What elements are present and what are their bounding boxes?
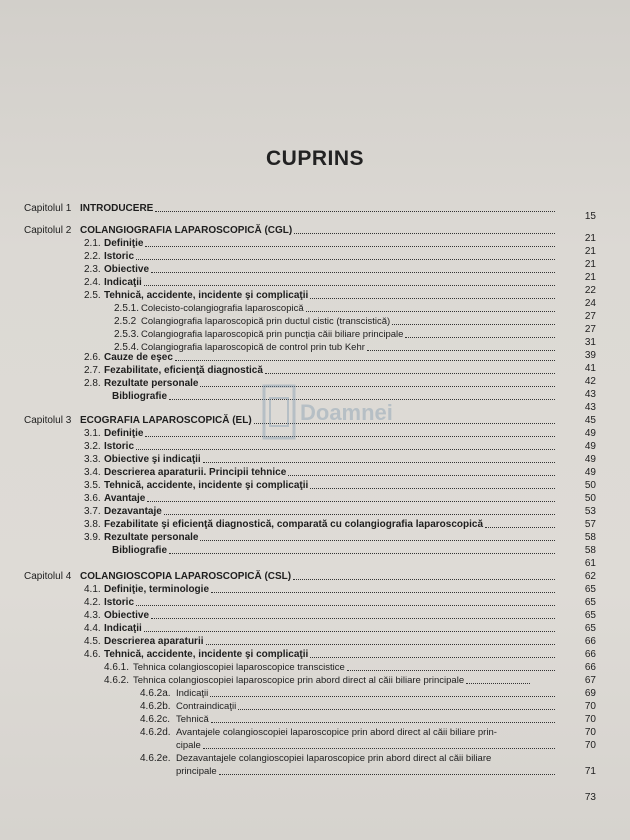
toc-entry-number: 4.2. [84,597,101,608]
toc-entry-title-continued: principale [176,766,217,777]
toc-entry-number: 2.3. [84,264,101,275]
toc-entry-title: Definiţie, terminologie [104,584,210,595]
leader-dots [203,748,555,749]
toc-page-number: 69 [584,688,596,699]
toc-page-number: 67 [584,675,596,686]
toc-page-number: 50 [584,480,596,491]
toc-page-number: 43 [584,389,596,400]
toc-entry-title: Fezabilitate şi eficienţă diagnostică, comparată cu colangiografia laparoscopică [104,519,484,530]
toc-entry-title: Descrierea aparaturii. Principii tehnice [104,467,287,478]
leader-dots [211,592,555,593]
toc-page-number: 66 [584,649,596,660]
toc-entry-title: Avantaje [104,493,146,504]
toc-entry-number: 3.6. [84,493,101,504]
toc-entry-title: Obiective [104,610,150,621]
toc-page-number: 70 [584,727,596,738]
toc-entry-title: Descrierea aparaturii [104,636,204,647]
toc-page-number: 65 [584,623,596,634]
toc-entry-number: 2.2. [84,251,101,262]
toc-entry-number: 4.6.2. [104,675,130,686]
toc-entry-number: 4.6.2b. [140,701,171,712]
toc-entry-number: 4.1. [84,584,101,595]
leader-dots [211,722,555,723]
toc-page-number: 24 [584,298,596,309]
leader-dots [151,272,555,273]
toc-entry-title: INTRODUCERE [80,203,154,214]
toc-entry-title: Tehnică, accidente, incidente şi complicaţii [104,649,309,660]
leader-dots [175,360,555,361]
toc-entry-title: Dezavantaje [104,506,162,517]
watermark-logo-icon [262,378,402,448]
page-title: CUPRINS [265,147,364,170]
toc-page-number: 62 [584,571,596,582]
toc-entry-title: Istoric [104,441,135,452]
toc-entry-number: 2.5.3. [114,329,140,340]
leader-dots [405,337,555,338]
toc-entry-title: Bibliografie [112,545,168,556]
toc-page-number: 21 [584,272,596,283]
leader-dots [310,488,555,489]
leader-dots [238,709,555,710]
toc-entry-title: Istoric [104,251,135,262]
toc-entry-title-continued: cipale [176,740,201,751]
toc-entry-number: 3.5. [84,480,101,491]
toc-entry-title: Indicaţii [104,277,142,288]
leader-dots [293,579,555,580]
toc-entry-title: Colangiografia laparoscopică prin puncţia căii biliare principale [141,329,404,340]
toc-entry-title: Rezultate personale [104,378,199,389]
toc-entry-number: 4.6.2c. [140,714,171,725]
toc-entry-number: 4.6.2a. [140,688,171,699]
leader-dots [466,683,530,684]
leader-dots [203,462,555,463]
leader-dots [147,501,555,502]
toc-entry-number: Capitolul 3 [24,415,72,426]
toc-page-number: 65 [584,610,596,621]
toc-entry-number: 3.4. [84,467,101,478]
toc-entry-title: Tehnică, accidente, incidente şi complicaţii [104,480,309,491]
leader-dots [164,514,555,515]
toc-entry-title: Indicaţii [176,688,209,699]
toc-page-number: 43 [584,402,596,413]
toc-page-number: 27 [584,324,596,335]
toc-entry-number: 2.8. [84,378,101,389]
toc-page-number: 50 [584,493,596,504]
toc-page-number: 73 [584,792,596,803]
toc-page-number: 31 [584,337,596,348]
leader-dots [200,540,555,541]
toc-entry-title: Tehnică [176,714,209,725]
toc-page-number: 70 [584,714,596,725]
toc-page-number: 27 [584,311,596,322]
leader-dots [265,373,555,374]
toc-entry-number: 2.5.1. [114,303,140,314]
toc-entry-title: Avantajele colangioscopiei laparoscopice prin abord direct al căii biliare prin- [176,727,497,738]
toc-entry-title: Definiţie [104,428,144,439]
toc-entry-number: 2.6. [84,352,101,363]
leader-dots [145,246,555,247]
toc-page-number: 22 [584,285,596,296]
toc-page-number: 15 [584,211,596,222]
toc-page-number: 58 [584,532,596,543]
toc-page-number: 53 [584,506,596,517]
toc-page-number: 61 [584,558,596,569]
leader-dots [144,631,555,632]
toc-page-number: 71 [584,766,596,777]
toc-page-number: 70 [584,740,596,751]
toc-page-number: 21 [584,259,596,270]
toc-entry-title: Rezultate personale [104,532,199,543]
leader-dots [392,324,555,325]
toc-page-number: 41 [584,363,596,374]
leader-dots [310,657,555,658]
toc-entry-number: Capitolul 1 [24,203,72,214]
toc-entry-number: 3.7. [84,506,101,517]
toc-entry-title: Colecisto-colangiografia laparoscopică [141,303,304,314]
toc-entry-title: Cauze de eşec [104,352,173,363]
toc-entry-title: Dezavantajele colangioscopiei laparoscopice prin abord direct al căii biliare [176,753,492,764]
toc-page-number: 65 [584,597,596,608]
toc-page-number: 42 [584,376,596,387]
leader-dots [485,527,555,528]
toc-entry-title: Tehnica colangioscopiei laparoscopice transcistice [133,662,345,673]
leader-dots [169,553,555,554]
toc-entry-number: 3.2. [84,441,101,452]
toc-entry-number: 3.9. [84,532,101,543]
leader-dots [210,696,555,697]
leader-dots [151,618,555,619]
leader-dots [306,311,555,312]
toc-entry-title: COLANGIOSCOPIA LAPAROSCOPICĂ (CSL) [80,571,292,582]
toc-entry-title: Tehnică, accidente, incidente şi complicaţii [104,290,309,301]
leader-dots [310,298,555,299]
toc-entry-title: Definiţie [104,238,144,249]
toc-page-number: 49 [584,441,596,452]
toc-entry-title: Fezabilitate, eficienţă diagnostică [104,365,263,376]
toc-entry-number: 4.3. [84,610,101,621]
leader-dots [347,670,555,671]
toc-entry-number: 2.7. [84,365,101,376]
toc-page-number: 49 [584,428,596,439]
toc-page-number: 57 [584,519,596,530]
toc-page-number: 49 [584,467,596,478]
toc-entry-number: 3.8. [84,519,101,530]
toc-entry-title: Contraindicaţii [176,701,237,712]
leader-dots [136,605,555,606]
toc-entry-number: 2.5.4. [114,342,140,353]
toc-entry-number: 2.5.2 [114,316,137,327]
leader-dots [206,644,555,645]
toc-entry-number: Capitolul 2 [24,225,72,236]
toc-entry-number: 2.4. [84,277,101,288]
toc-entry-number: Capitolul 4 [24,571,72,582]
leader-dots [219,774,555,775]
toc-entry-number: 3.1. [84,428,101,439]
toc-entry-title: Obiective şi indicaţii [104,454,201,465]
toc-entry-number: 4.6.2d. [140,727,171,738]
toc-entry-title: ECOGRAFIA LAPAROSCOPICĂ (EL) [80,415,252,426]
leader-dots [144,285,555,286]
toc-page-number: 45 [584,415,596,426]
toc-page-number: 66 [584,636,596,647]
toc-entry-title: Tehnica colangioscopiei laparoscopice prin abord direct al căii biliare principale [133,675,465,686]
toc-entry-number: 4.6.1. [104,662,130,673]
leader-dots [136,259,555,260]
toc-entry-title: Colangiografia laparoscopică prin ductul cistic (transcistică) [141,316,391,327]
toc-entry-number: 2.5. [84,290,101,301]
toc-entry-title: Bibliografie [112,391,168,402]
toc-entry-number: 4.4. [84,623,101,634]
toc-page-number: 65 [584,584,596,595]
toc-entry-number: 4.5. [84,636,101,647]
toc-entry-number: 4.6. [84,649,101,660]
leader-dots [288,475,555,476]
toc-entry-number: 4.6.2e. [140,753,171,764]
toc-entry-title: Colangiografia laparoscopică de control prin tub Kehr [141,342,365,353]
watermark-text: Doamnei [300,400,393,425]
toc-entry-title: COLANGIOGRAFIA LAPAROSCOPICĂ (CGL) [80,225,293,236]
toc-page-number: 21 [584,246,596,257]
leader-dots [136,449,555,450]
toc-page-number: 66 [584,662,596,673]
toc-entry-title: Istoric [104,597,135,608]
leader-dots [294,233,555,234]
toc-entry-title: Obiective [104,264,150,275]
toc-page-number: 58 [584,545,596,556]
toc-page-number: 39 [584,350,596,361]
toc-page-number: 49 [584,454,596,465]
leader-dots [155,211,555,212]
toc-entry-title: Indicaţii [104,623,142,634]
toc-page-number: 21 [584,233,596,244]
toc-entry-number: 2.1. [84,238,101,249]
toc-page-number: 70 [584,701,596,712]
toc-entry-number: 3.3. [84,454,101,465]
